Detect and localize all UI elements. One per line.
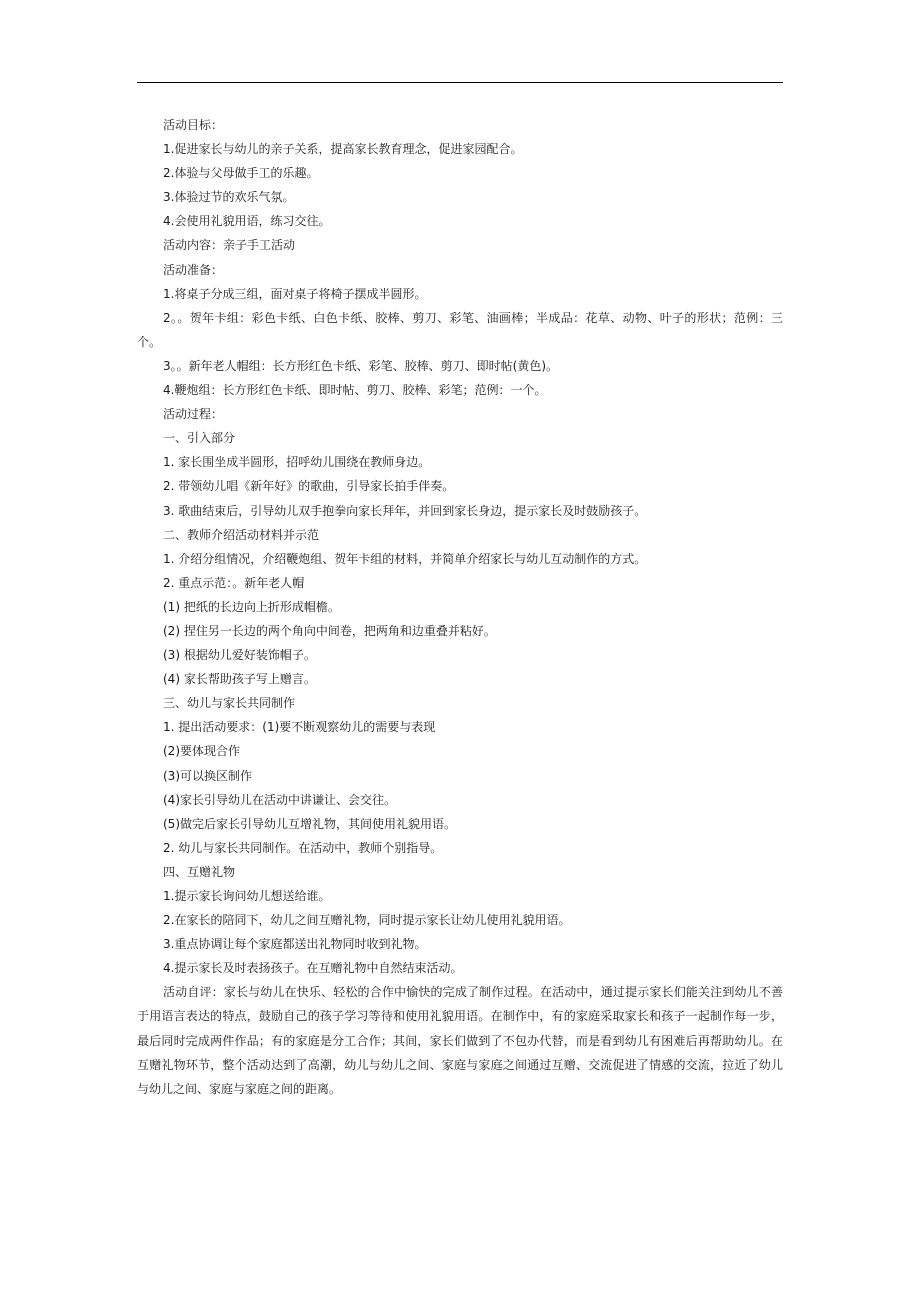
list-item: 1. 介绍分组情况，介绍鞭炮组、贺年卡组的材料，并简单介绍家长与幼儿互动制作的方式。 [163, 551, 647, 566]
prep-item: 3。。新年老人帽组：长方形红色卡纸、彩笔、胶棒、剪刀、即时帖(黄色)。 [163, 358, 559, 373]
goal-item: 2.体验与父母做手工的乐趣。 [163, 166, 319, 181]
list-item: 2. 重点示范：。新年老人帽 [163, 575, 305, 590]
subsection-heading: 四、互赠礼物 [163, 864, 236, 879]
section-heading: 活动过程： [163, 407, 224, 422]
list-item: (2) 捏住另一长边的两个角向中间卷，把两角和边重叠并粘好。 [163, 623, 496, 638]
list-item: 1. 提出活动要求：(1)要不断观察幼儿的需要与表现 [163, 720, 436, 735]
section-heading: 活动目标： [163, 118, 224, 132]
list-item: (5)做完后家长引导幼儿互增礼物，其间使用礼貌用语。 [163, 816, 457, 831]
list-item: 1. 家长围坐成半圆形，招呼幼儿围绕在教师身边。 [163, 455, 431, 470]
header-rule [137, 82, 783, 83]
evaluation-paragraph: 活动自评：家长与幼儿在快乐、轻松的合作中愉快的完成了制作过程。在活动中，通过提示家长们能关注到幼儿不善于用语言表达的特点，鼓励自己的孩子学习等待和使用礼貌用语。在制作中，有的家庭采取家长和孩子一起制作每一步，最后同时完成两件作品；有的家庭是分工合作；其间，家长们做到了不包办代替，而是看到幼儿有困难后再帮助幼儿。在互赠礼物环节，整个活动达到了高潮，幼儿与幼儿之间、家庭与家庭之间通过互赠、交流促进了情感的交流，拉近了幼儿与幼儿之间、家庭与家庭之间的距离。 [137, 985, 783, 1096]
list-item: 3. 歌曲结束后，引导幼儿双手抱拳向家长拜年，并回到家长身边，提示家长及时鼓励孩子。 [163, 503, 647, 518]
goal-item: 4.会使用礼貌用语，练习交往。 [163, 214, 331, 229]
list-item: 1.提示家长询问幼儿想送给谁。 [163, 889, 331, 903]
list-item: 4.提示家长及时表扬孩子。在互赠礼物中自然结束活动。 [163, 961, 463, 976]
subsection-heading: 一、引入部分 [163, 431, 236, 446]
list-item: 3.重点协调让每个家庭都送出礼物同时收到礼物。 [163, 937, 427, 952]
goal-item: 1.促进家长与幼儿的亲子关系，提高家长教育理念，促进家园配合。 [163, 142, 523, 157]
section-heading: 活动准备： [163, 262, 224, 277]
prep-item: 2。。贺年卡组：彩色卡纸、白色卡纸、胶棒、剪刀、彩笔、油画棒；半成品：花草、动物、叶子的形状；范例：三个。 [137, 310, 783, 349]
list-item: (1) 把纸的长边向上折形成帽檐。 [163, 599, 340, 614]
list-item: 2. 带领幼儿唱《新年好》的歌曲，引导家长拍手伴奏。 [163, 479, 455, 494]
prep-item: 4.鞭炮组：长方形红色卡纸、即时帖、剪刀、胶棒、彩笔；范例：一个。 [163, 383, 547, 398]
subsection-heading: 二、教师介绍活动材料并示范 [163, 527, 320, 542]
prep-item: 1.将桌子分成三组，面对桌子将椅子摆成半圆形。 [163, 286, 427, 301]
list-item: (4) 家长帮助孩子写上赠言。 [163, 672, 316, 687]
list-item: (3) 根据幼儿爱好装饰帽子。 [163, 648, 316, 663]
subsection-heading: 三、幼儿与家长共同制作 [163, 696, 296, 711]
list-item: (2)要体现合作 [163, 744, 240, 759]
document-body [137, 113, 783, 1101]
list-item: (4)家长引导幼儿在活动中讲谦让、会交往。 [163, 792, 396, 807]
list-item: (3)可以换区制作 [163, 768, 252, 783]
list-item: 2. 幼儿与家长共同制作。在活动中，教师个别指导。 [163, 840, 443, 855]
section-heading: 活动内容：亲子手工活动 [163, 238, 296, 253]
list-item: 2.在家长的陪同下，幼儿之间互赠礼物，同时提示家长让幼儿使用礼貌用语。 [163, 913, 571, 928]
goal-item: 3.体验过节的欢乐气氛。 [163, 190, 295, 205]
